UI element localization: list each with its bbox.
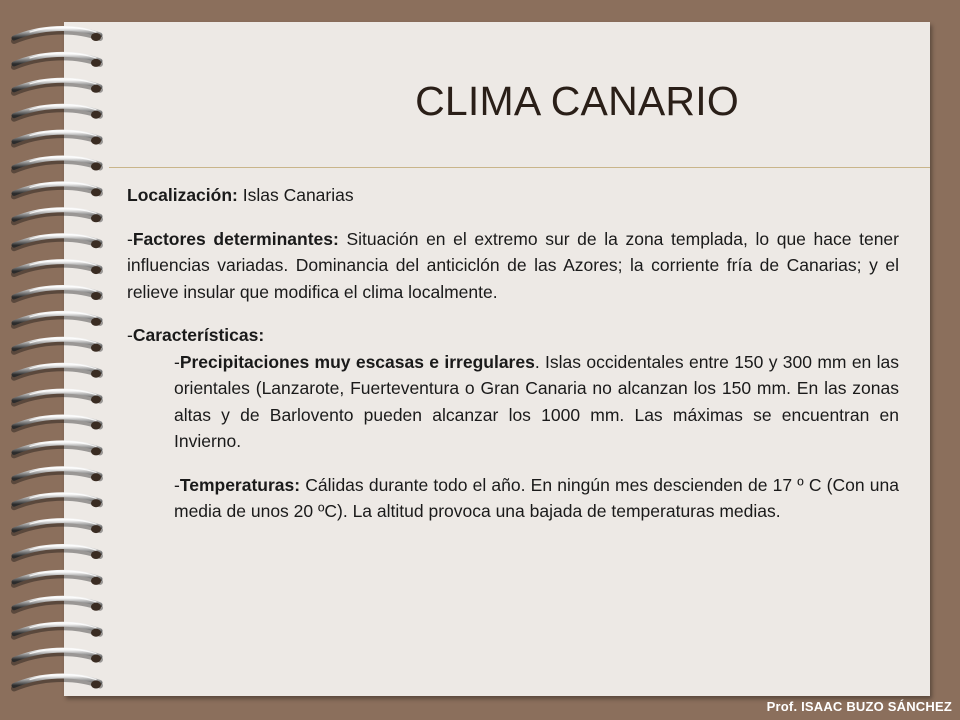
temperature-text: Cálidas durante todo el año. En ningún mes descienden de 17 º C (Con una media de unos 20 ºC). La altitud provoca una bajada de temperaturas medias. [174,474,899,521]
spiral-coil [14,105,101,119]
factors-label: Factores determinantes: [132,228,339,249]
spiral-coil [14,131,101,145]
spiral-coil [14,364,101,378]
precipitation-prefix: - [174,351,180,372]
spiral-coil [14,519,101,533]
spiral-coil [14,208,101,222]
notebook-page [64,22,930,696]
spiral-coil [14,260,101,274]
spiral-coil [14,234,101,248]
factors-text: Situación en el extremo sur de la zona templada, lo que hace tener influencias variadas. Dominancia del anticiclón de las Azores; la corriente fría de Canarias; y el relieve insular que modifica el clima localmente. [127,228,899,302]
precipitation-label: Precipitaciones muy escasas e irregulares [179,351,535,372]
characteristics-label: Características: [132,325,265,345]
spiral-coil [14,390,101,404]
location-value: Islas Canarias [242,185,354,205]
spiral-coil [14,467,101,481]
location-label: Localización: [127,185,238,205]
content-body [127,182,899,525]
spiral-coil [14,286,101,300]
spiral-coil [14,416,101,430]
spiral-coil [14,571,101,585]
precipitation-text: . Islas occidentales entre 150 y 300 mm en las orientales (Lanzarote, Fuerteventura o Gran Canaria no alcanzan los 150 mm. En las zonas altas y de Barlovento pueden alcanzar los 1000 mm. Las máximas se encuentran en Invierno. [174,351,899,451]
precipitation-paragraph [127,349,899,455]
author-footer: Prof. ISAAC BUZO SÁNCHEZ [766,699,952,714]
spiral-coil [14,53,101,67]
factors-prefix: - [127,228,133,249]
factors-paragraph [127,226,899,306]
spiral-coil [14,79,101,93]
spiral-coil [14,157,101,171]
spiral-coil [14,493,101,507]
spiral-coil [14,183,101,197]
spiral-coil [14,675,101,689]
spiral-coil [14,312,101,326]
temperature-paragraph [127,472,899,525]
temperature-prefix: - [174,474,180,495]
characteristics-prefix: - [127,325,133,345]
page-title: CLIMA CANARIO [415,78,739,124]
characteristics-heading [127,322,899,349]
location-paragraph [127,182,899,209]
spiral-coil [14,597,101,611]
spiral-coil [14,442,101,456]
spiral-coil [14,27,101,41]
spiral-coil [14,545,101,559]
spiral-coil [14,649,101,663]
title-divider [109,167,930,168]
spiral-binding [0,0,120,720]
temperature-label: Temperaturas: [179,474,301,495]
spiral-coil [14,623,101,637]
spiral-coil [14,338,101,352]
